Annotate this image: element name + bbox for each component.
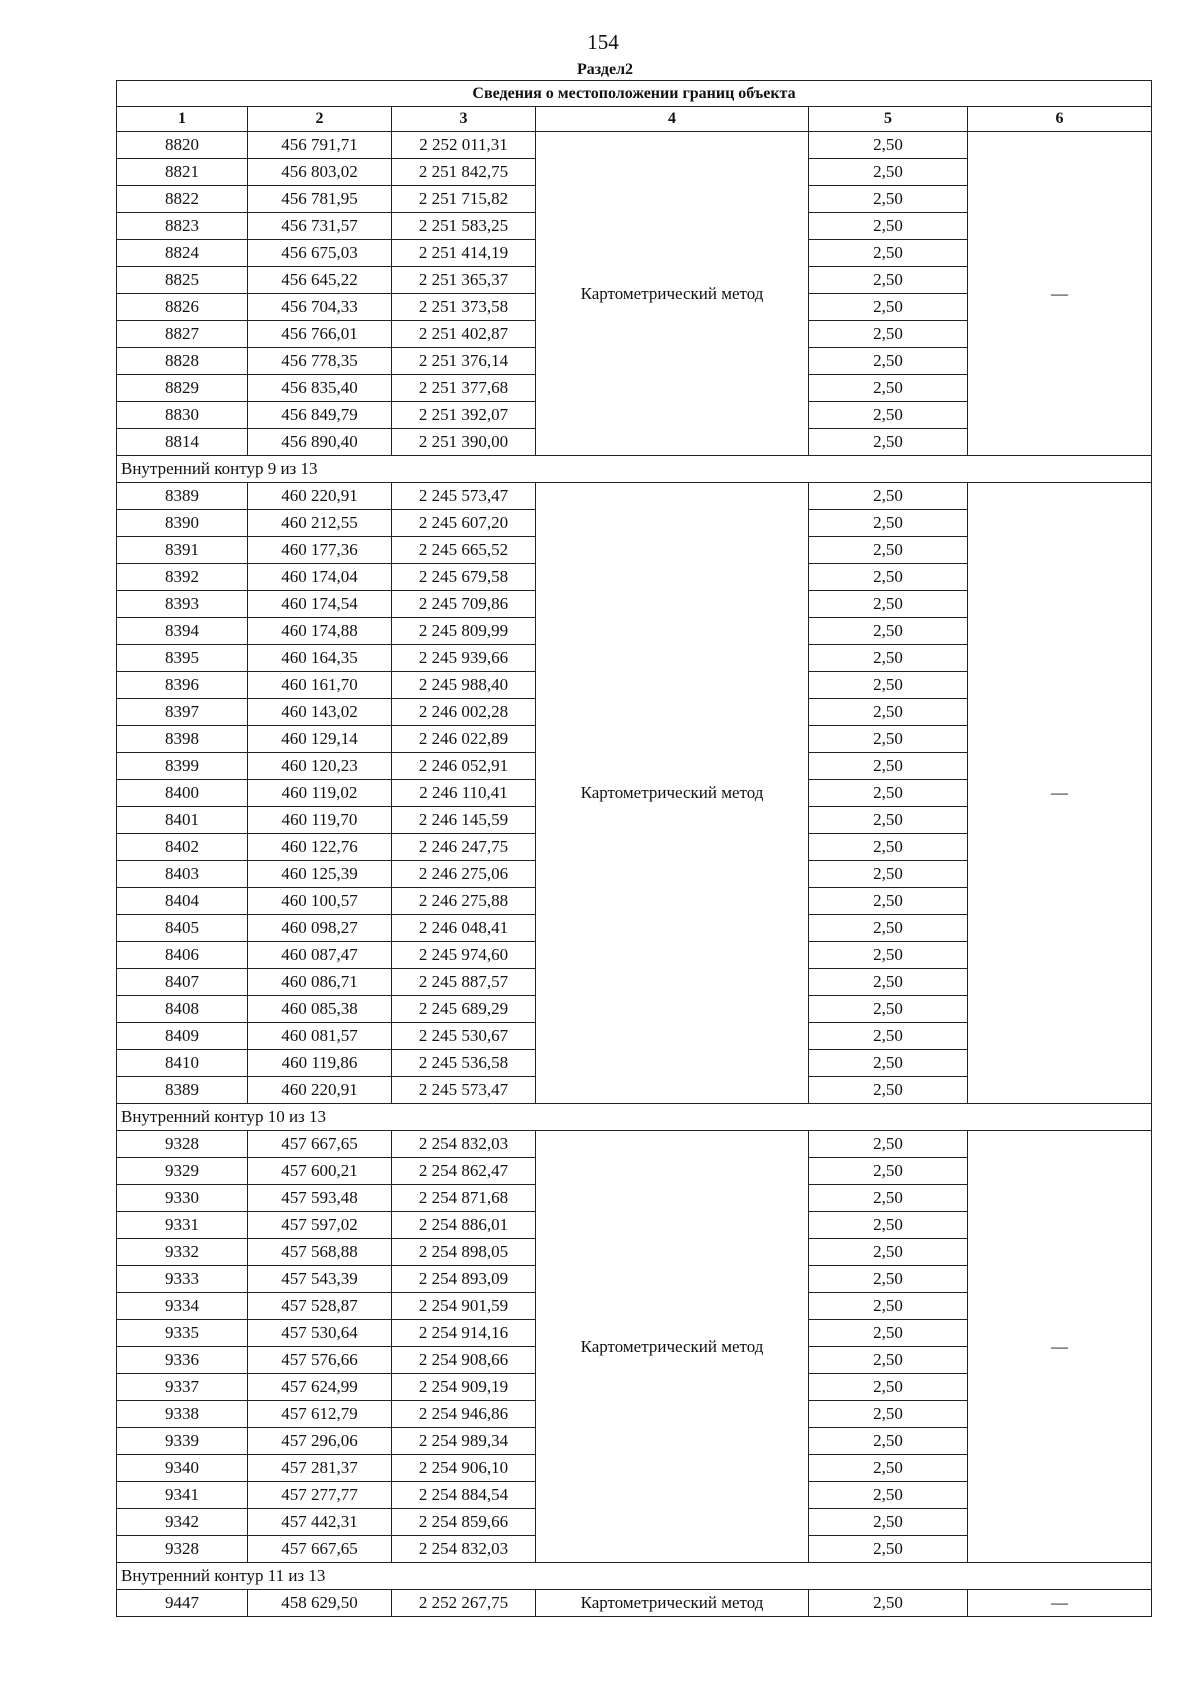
point-number-cell: 8389 [117,483,248,510]
y-coordinate-cell: 2 254 898,05 [392,1239,536,1266]
accuracy-cell: 2,50 [809,591,968,618]
note-cell: — [968,1131,1152,1563]
contour-label: Внутренний контур 11 из 13 [117,1563,1152,1590]
x-coordinate-cell: 460 161,70 [248,672,392,699]
column-header: 5 [809,107,968,132]
x-coordinate-cell: 457 576,66 [248,1347,392,1374]
point-number-cell: 9336 [117,1347,248,1374]
accuracy-cell: 2,50 [809,1185,968,1212]
column-header: 6 [968,107,1152,132]
note-cell: — [968,1590,1152,1617]
x-coordinate-cell: 460 220,91 [248,483,392,510]
accuracy-cell: 2,50 [809,1050,968,1077]
y-coordinate-cell: 2 245 988,40 [392,672,536,699]
y-coordinate-cell: 2 251 365,37 [392,267,536,294]
contour-header-row [117,456,1152,483]
accuracy-cell: 2,50 [809,564,968,591]
y-coordinate-cell: 2 251 402,87 [392,321,536,348]
x-coordinate-cell: 457 612,79 [248,1401,392,1428]
accuracy-cell: 2,50 [809,348,968,375]
point-number-cell: 8399 [117,753,248,780]
y-coordinate-cell: 2 254 908,66 [392,1347,536,1374]
x-coordinate-cell: 460 119,86 [248,1050,392,1077]
x-coordinate-cell: 460 125,39 [248,861,392,888]
accuracy-cell: 2,50 [809,1293,968,1320]
page-number: 154 [587,30,619,54]
x-coordinate-cell: 456 645,22 [248,267,392,294]
x-coordinate-cell: 458 629,50 [248,1590,392,1617]
y-coordinate-cell: 2 254 862,47 [392,1158,536,1185]
accuracy-cell: 2,50 [809,1077,968,1104]
point-number-cell: 9339 [117,1428,248,1455]
x-coordinate-cell: 460 122,76 [248,834,392,861]
y-coordinate-cell: 2 254 859,66 [392,1509,536,1536]
y-coordinate-cell: 2 254 989,34 [392,1428,536,1455]
y-coordinate-cell: 2 251 414,19 [392,240,536,267]
y-coordinate-cell: 2 245 679,58 [392,564,536,591]
accuracy-cell: 2,50 [809,429,968,456]
point-number-cell: 8828 [117,348,248,375]
y-coordinate-cell: 2 251 373,58 [392,294,536,321]
method-cell: Картометрический метод [536,132,809,456]
y-coordinate-cell: 2 246 002,28 [392,699,536,726]
point-number-cell: 8406 [117,942,248,969]
column-header: 4 [536,107,809,132]
method-cell: Картометрический метод [536,1131,809,1563]
column-header: 3 [392,107,536,132]
x-coordinate-cell: 457 281,37 [248,1455,392,1482]
point-number-cell: 8830 [117,402,248,429]
y-coordinate-cell: 2 246 275,88 [392,888,536,915]
y-coordinate-cell: 2 254 832,03 [392,1536,536,1563]
point-number-cell: 8824 [117,240,248,267]
point-number-cell: 9337 [117,1374,248,1401]
x-coordinate-cell: 456 778,35 [248,348,392,375]
contour-header-row [117,1104,1152,1131]
column-header: 2 [248,107,392,132]
accuracy-cell: 2,50 [809,375,968,402]
accuracy-cell: 2,50 [809,1455,968,1482]
point-number-cell: 9329 [117,1158,248,1185]
point-number-cell: 8397 [117,699,248,726]
y-coordinate-cell: 2 254 832,03 [392,1131,536,1158]
x-coordinate-cell: 460 129,14 [248,726,392,753]
y-coordinate-cell: 2 245 536,58 [392,1050,536,1077]
table-title: Сведения о местоположении границ объекта [117,81,1152,107]
x-coordinate-cell: 457 442,31 [248,1509,392,1536]
method-cell: Картометрический метод [536,483,809,1104]
method-cell: Картометрический метод [536,1590,809,1617]
y-coordinate-cell: 2 254 871,68 [392,1185,536,1212]
contour-header-row [117,1563,1152,1590]
x-coordinate-cell: 456 835,40 [248,375,392,402]
point-number-cell: 8821 [117,159,248,186]
point-number-cell: 9340 [117,1455,248,1482]
x-coordinate-cell: 460 100,57 [248,888,392,915]
point-number-cell: 9338 [117,1401,248,1428]
x-coordinate-cell: 460 119,02 [248,780,392,807]
y-coordinate-cell: 2 254 914,16 [392,1320,536,1347]
x-coordinate-cell: 457 600,21 [248,1158,392,1185]
y-coordinate-cell: 2 254 901,59 [392,1293,536,1320]
y-coordinate-cell: 2 245 809,99 [392,618,536,645]
y-coordinate-cell: 2 254 884,54 [392,1482,536,1509]
accuracy-cell: 2,50 [809,915,968,942]
x-coordinate-cell: 460 174,54 [248,591,392,618]
accuracy-cell: 2,50 [809,726,968,753]
point-number-cell: 8391 [117,537,248,564]
x-coordinate-cell: 460 119,70 [248,807,392,834]
accuracy-cell: 2,50 [809,1482,968,1509]
point-number-cell: 8407 [117,969,248,996]
y-coordinate-cell: 2 251 377,68 [392,375,536,402]
accuracy-cell: 2,50 [809,402,968,429]
accuracy-cell: 2,50 [809,483,968,510]
accuracy-cell: 2,50 [809,1212,968,1239]
accuracy-cell: 2,50 [809,888,968,915]
x-coordinate-cell: 456 890,40 [248,429,392,456]
column-header-row [117,107,1152,132]
accuracy-cell: 2,50 [809,1158,968,1185]
y-coordinate-cell: 2 246 275,06 [392,861,536,888]
y-coordinate-cell: 2 246 110,41 [392,780,536,807]
accuracy-cell: 2,50 [809,1536,968,1563]
accuracy-cell: 2,50 [809,861,968,888]
y-coordinate-cell: 2 251 390,00 [392,429,536,456]
y-coordinate-cell: 2 245 573,47 [392,483,536,510]
accuracy-cell: 2,50 [809,834,968,861]
x-coordinate-cell: 460 087,47 [248,942,392,969]
accuracy-cell: 2,50 [809,672,968,699]
y-coordinate-cell: 2 245 974,60 [392,942,536,969]
x-coordinate-cell: 457 593,48 [248,1185,392,1212]
y-coordinate-cell: 2 246 247,75 [392,834,536,861]
point-number-cell: 8826 [117,294,248,321]
y-coordinate-cell: 2 251 715,82 [392,186,536,213]
x-coordinate-cell: 460 081,57 [248,1023,392,1050]
point-number-cell: 8390 [117,510,248,537]
accuracy-cell: 2,50 [809,996,968,1023]
contour-label: Внутренний контур 9 из 13 [117,456,1152,483]
y-coordinate-cell: 2 254 886,01 [392,1212,536,1239]
point-number-cell: 9328 [117,1536,248,1563]
accuracy-cell: 2,50 [809,1320,968,1347]
point-number-cell: 8410 [117,1050,248,1077]
y-coordinate-cell: 2 254 893,09 [392,1266,536,1293]
point-number-cell: 8393 [117,591,248,618]
accuracy-cell: 2,50 [809,942,968,969]
accuracy-cell: 2,50 [809,240,968,267]
point-number-cell: 9333 [117,1266,248,1293]
accuracy-cell: 2,50 [809,537,968,564]
y-coordinate-cell: 2 245 607,20 [392,510,536,537]
x-coordinate-cell: 457 568,88 [248,1239,392,1266]
y-coordinate-cell: 2 252 267,75 [392,1590,536,1617]
accuracy-cell: 2,50 [809,159,968,186]
y-coordinate-cell: 2 245 573,47 [392,1077,536,1104]
accuracy-cell: 2,50 [809,699,968,726]
note-cell: — [968,132,1152,456]
x-coordinate-cell: 457 597,02 [248,1212,392,1239]
x-coordinate-cell: 460 086,71 [248,969,392,996]
point-number-cell: 8404 [117,888,248,915]
table-caption-row [117,81,1152,107]
x-coordinate-cell: 457 528,87 [248,1293,392,1320]
point-number-cell: 8403 [117,861,248,888]
x-coordinate-cell: 456 766,01 [248,321,392,348]
x-coordinate-cell: 456 849,79 [248,402,392,429]
y-coordinate-cell: 2 246 145,59 [392,807,536,834]
point-number-cell: 8395 [117,645,248,672]
table-row [117,483,1152,510]
point-number-cell: 8398 [117,726,248,753]
point-number-cell: 8402 [117,834,248,861]
point-number-cell: 9447 [117,1590,248,1617]
y-coordinate-cell: 2 246 052,91 [392,753,536,780]
x-coordinate-cell: 460 085,38 [248,996,392,1023]
contour-label: Внутренний контур 10 из 13 [117,1104,1152,1131]
accuracy-cell: 2,50 [809,1239,968,1266]
point-number-cell: 8392 [117,564,248,591]
accuracy-cell: 2,50 [809,1428,968,1455]
accuracy-cell: 2,50 [809,645,968,672]
accuracy-cell: 2,50 [809,1131,968,1158]
point-number-cell: 9332 [117,1239,248,1266]
x-coordinate-cell: 460 220,91 [248,1077,392,1104]
accuracy-cell: 2,50 [809,807,968,834]
accuracy-cell: 2,50 [809,510,968,537]
x-coordinate-cell: 460 177,36 [248,537,392,564]
accuracy-cell: 2,50 [809,294,968,321]
accuracy-cell: 2,50 [809,1023,968,1050]
note-cell: — [968,483,1152,1104]
x-coordinate-cell: 460 143,02 [248,699,392,726]
accuracy-cell: 2,50 [809,1509,968,1536]
x-coordinate-cell: 457 667,65 [248,1131,392,1158]
point-number-cell: 8822 [117,186,248,213]
x-coordinate-cell: 460 120,23 [248,753,392,780]
y-coordinate-cell: 2 251 392,07 [392,402,536,429]
x-coordinate-cell: 456 803,02 [248,159,392,186]
point-number-cell: 8408 [117,996,248,1023]
accuracy-cell: 2,50 [809,132,968,159]
x-coordinate-cell: 457 624,99 [248,1374,392,1401]
y-coordinate-cell: 2 245 665,52 [392,537,536,564]
x-coordinate-cell: 456 791,71 [248,132,392,159]
point-number-cell: 8827 [117,321,248,348]
point-number-cell: 9334 [117,1293,248,1320]
accuracy-cell: 2,50 [809,1347,968,1374]
x-coordinate-cell: 456 704,33 [248,294,392,321]
y-coordinate-cell: 2 245 939,66 [392,645,536,672]
point-number-cell: 8394 [117,618,248,645]
x-coordinate-cell: 460 212,55 [248,510,392,537]
accuracy-cell: 2,50 [809,1374,968,1401]
table-row [117,132,1152,159]
y-coordinate-cell: 2 252 011,31 [392,132,536,159]
y-coordinate-cell: 2 246 022,89 [392,726,536,753]
point-number-cell: 8389 [117,1077,248,1104]
point-number-cell: 8814 [117,429,248,456]
accuracy-cell: 2,50 [809,267,968,294]
x-coordinate-cell: 460 098,27 [248,915,392,942]
section-title: Раздел2 [576,61,634,78]
x-coordinate-cell: 460 174,88 [248,618,392,645]
y-coordinate-cell: 2 251 583,25 [392,213,536,240]
accuracy-cell: 2,50 [809,753,968,780]
point-number-cell: 8829 [117,375,248,402]
point-number-cell: 8820 [117,132,248,159]
x-coordinate-cell: 457 543,39 [248,1266,392,1293]
column-header: 1 [117,107,248,132]
accuracy-cell: 2,50 [809,213,968,240]
table-row [117,1590,1152,1617]
y-coordinate-cell: 2 254 906,10 [392,1455,536,1482]
x-coordinate-cell: 457 667,65 [248,1536,392,1563]
point-number-cell: 8400 [117,780,248,807]
y-coordinate-cell: 2 254 909,19 [392,1374,536,1401]
accuracy-cell: 2,50 [809,186,968,213]
y-coordinate-cell: 2 245 689,29 [392,996,536,1023]
accuracy-cell: 2,50 [809,780,968,807]
boundary-table [116,80,1152,1617]
y-coordinate-cell: 2 254 946,86 [392,1401,536,1428]
accuracy-cell: 2,50 [809,1266,968,1293]
point-number-cell: 8825 [117,267,248,294]
accuracy-cell: 2,50 [809,618,968,645]
x-coordinate-cell: 460 164,35 [248,645,392,672]
x-coordinate-cell: 457 296,06 [248,1428,392,1455]
point-number-cell: 9341 [117,1482,248,1509]
point-number-cell: 9331 [117,1212,248,1239]
point-number-cell: 9335 [117,1320,248,1347]
accuracy-cell: 2,50 [809,321,968,348]
point-number-cell: 8396 [117,672,248,699]
x-coordinate-cell: 456 781,95 [248,186,392,213]
y-coordinate-cell: 2 246 048,41 [392,915,536,942]
x-coordinate-cell: 457 530,64 [248,1320,392,1347]
accuracy-cell: 2,50 [809,1590,968,1617]
point-number-cell: 8405 [117,915,248,942]
x-coordinate-cell: 456 731,57 [248,213,392,240]
point-number-cell: 9328 [117,1131,248,1158]
x-coordinate-cell: 457 277,77 [248,1482,392,1509]
table-body [117,132,1152,1617]
point-number-cell: 9330 [117,1185,248,1212]
y-coordinate-cell: 2 245 887,57 [392,969,536,996]
y-coordinate-cell: 2 245 709,86 [392,591,536,618]
table-row [117,1131,1152,1158]
point-number-cell: 8401 [117,807,248,834]
y-coordinate-cell: 2 251 376,14 [392,348,536,375]
x-coordinate-cell: 456 675,03 [248,240,392,267]
x-coordinate-cell: 460 174,04 [248,564,392,591]
point-number-cell: 9342 [117,1509,248,1536]
point-number-cell: 8823 [117,213,248,240]
accuracy-cell: 2,50 [809,969,968,996]
accuracy-cell: 2,50 [809,1401,968,1428]
y-coordinate-cell: 2 245 530,67 [392,1023,536,1050]
point-number-cell: 8409 [117,1023,248,1050]
y-coordinate-cell: 2 251 842,75 [392,159,536,186]
